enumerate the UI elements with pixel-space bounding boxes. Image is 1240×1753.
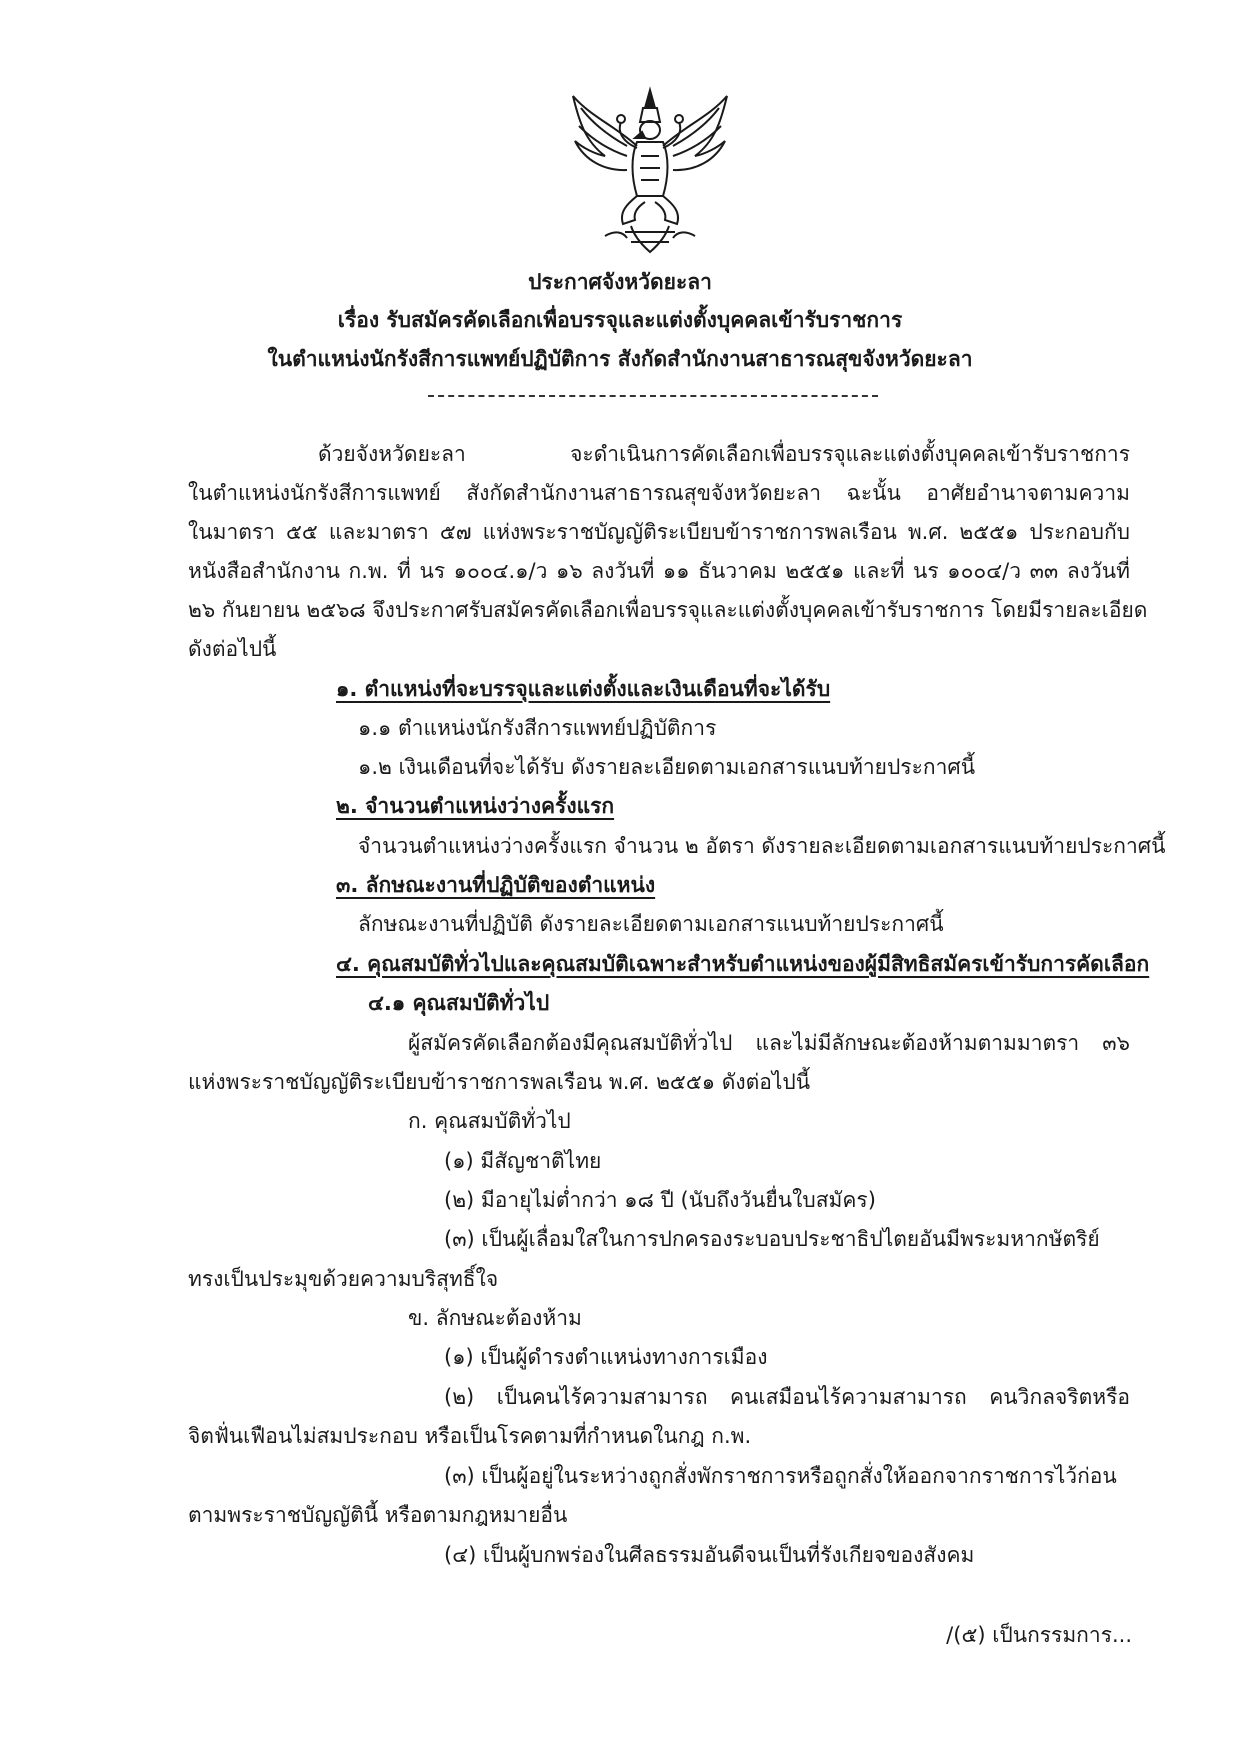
qualification-a-item-2: (๒) มีอายุไม่ต่ำกว่า ๑๘ ปี (นับถึงวันยื่นใบสมัคร) <box>444 1188 876 1212</box>
header-divider <box>428 395 878 397</box>
intro-line-2: ในตำแหน่งนักรังสีการแพทย์ สังกัดสำนักงานสาธารณสุขจังหวัดยะลา ฉะนั้น อาศัยอำนาจตามความ <box>188 481 1130 505</box>
prohibition-b-item-2-line-2: จิตฟั่นเฟือนไม่สมประกอบ หรือเป็นโรคตามที่กำหนดในกฎ ก.พ. <box>188 1424 752 1448</box>
prohibition-b-item-1: (๑) เป็นผู้ดำรงตำแหน่งทางการเมือง <box>444 1345 768 1369</box>
intro-line-4: หนังสือสำนักงาน ก.พ. ที่ นร ๑๐๐๔.๑/ว ๑๖ ลงวันที่ ๑๑ ธันวาคม ๒๕๕๑ และที่ นร ๑๐๐๔/ว ๓๓ ลงวันที่ <box>188 559 1130 583</box>
intro-line-3: ในมาตรา ๕๕ และมาตรา ๕๗ แห่งพระราชบัญญัติระเบียบข้าราชการพลเรือน พ.ศ. ๒๕๕๑ ประกอบกับ <box>188 520 1130 544</box>
prohibition-b-label: ข. ลักษณะต้องห้าม <box>408 1306 582 1330</box>
section-3-text: ลักษณะงานที่ปฏิบัติ ดังรายละเอียดตามเอกสารแนบท้ายประกาศนี้ <box>358 912 944 936</box>
prohibition-b-item-3-line-1: (๓) เป็นผู้อยู่ในระหว่างถูกสั่งพักราชการหรือถูกสั่งให้ออกจากราชการไว้ก่อน <box>444 1464 1117 1488</box>
garuda-emblem-icon <box>565 86 735 258</box>
section-4-1-heading: ๔.๑ คุณสมบัติทั่วไป <box>368 991 550 1015</box>
qualification-a-item-1: (๑) มีสัญชาติไทย <box>444 1149 602 1173</box>
section-3-heading: ๓. ลักษณะงานที่ปฏิบัติของตำแหน่ง <box>336 873 656 897</box>
qualification-a-item-3-line-1: (๓) เป็นผู้เลื่อมใสในการปกครองระบอบประชาธิปไตยอันมีพระมหากษัตริย์ <box>444 1227 1100 1251</box>
qualification-a-item-3-line-2: ทรงเป็นประมุขด้วยความบริสุทธิ์ใจ <box>188 1267 499 1291</box>
section-2-heading: ๒. จำนวนตำแหน่งว่างครั้งแรก <box>336 794 615 818</box>
section-4-1-para-line-2: แห่งพระราชบัญญัติระเบียบข้าราชการพลเรือน พ.ศ. ๒๕๕๑ ดังต่อไปนี้ <box>188 1070 811 1094</box>
qualification-a-label: ก. คุณสมบัติทั่วไป <box>408 1109 571 1133</box>
announcement-title: ประกาศจังหวัดยะลา <box>528 270 712 294</box>
intro-line-1: ด้วยจังหวัดยะลา จะดำเนินการคัดเลือกเพื่อบรรจุและแต่งตั้งบุคคลเข้ารับราชการ <box>318 442 1130 466</box>
intro-line-6: ดังต่อไปนี้ <box>188 637 277 661</box>
section-4-1-para-line-1: ผู้สมัครคัดเลือกต้องมีคุณสมบัติทั่วไป และไม่มีลักษณะต้องห้ามตามมาตรา ๓๖ <box>408 1031 1130 1055</box>
page-continuation: /(๕) เป็นกรรมการ... <box>946 1623 1132 1647</box>
announcement-subject: เรื่อง รับสมัครคัดเลือกเพื่อบรรจุและแต่งตั้งบุคคลเข้ารับราชการ <box>337 308 903 332</box>
prohibition-b-item-3-line-2: ตามพระราชบัญญัตินี้ หรือตามกฎหมายอื่น <box>188 1503 568 1527</box>
section-1-item-2: ๑.๒ เงินเดือนที่จะได้รับ ดังรายละเอียดตามเอกสารแนบท้ายประกาศนี้ <box>358 755 976 779</box>
section-2-text: จำนวนตำแหน่งว่างครั้งแรก จำนวน ๒ อัตรา ดังรายละเอียดตามเอกสารแนบท้ายประกาศนี้ <box>358 834 1166 858</box>
intro-line-5: ๒๖ กันยายน ๒๕๖๘ จึงประกาศรับสมัครคัดเลือกเพื่อบรรจุและแต่งตั้งบุคคลเข้ารับราชการ โดยมีรายละเอียด <box>188 598 1148 622</box>
prohibition-b-item-4: (๔) เป็นผู้บกพร่องในศีลธรรมอันดีจนเป็นที่รังเกียจของสังคม <box>444 1543 975 1567</box>
announcement-position-line: ในตำแหน่งนักรังสีการแพทย์ปฏิบัติการ สังกัดสำนักงานสาธารณสุขจังหวัดยะลา <box>267 347 973 371</box>
prohibition-b-item-2-line-1: (๒) เป็นคนไร้ความสามารถ คนเสมือนไร้ความสามารถ คนวิกลจริตหรือ <box>444 1385 1130 1409</box>
section-4-heading: ๔. คุณสมบัติทั่วไปและคุณสมบัติเฉพาะสำหรับตำแหน่งของผู้มีสิทธิสมัครเข้ารับการคัดเลือก <box>336 952 1150 976</box>
section-1-heading: ๑. ตำแหน่งที่จะบรรจุและแต่งตั้งและเงินเดือนที่จะได้รับ <box>336 677 831 701</box>
section-1-item-1: ๑.๑ ตำแหน่งนักรังสีการแพทย์ปฏิบัติการ <box>358 716 717 740</box>
